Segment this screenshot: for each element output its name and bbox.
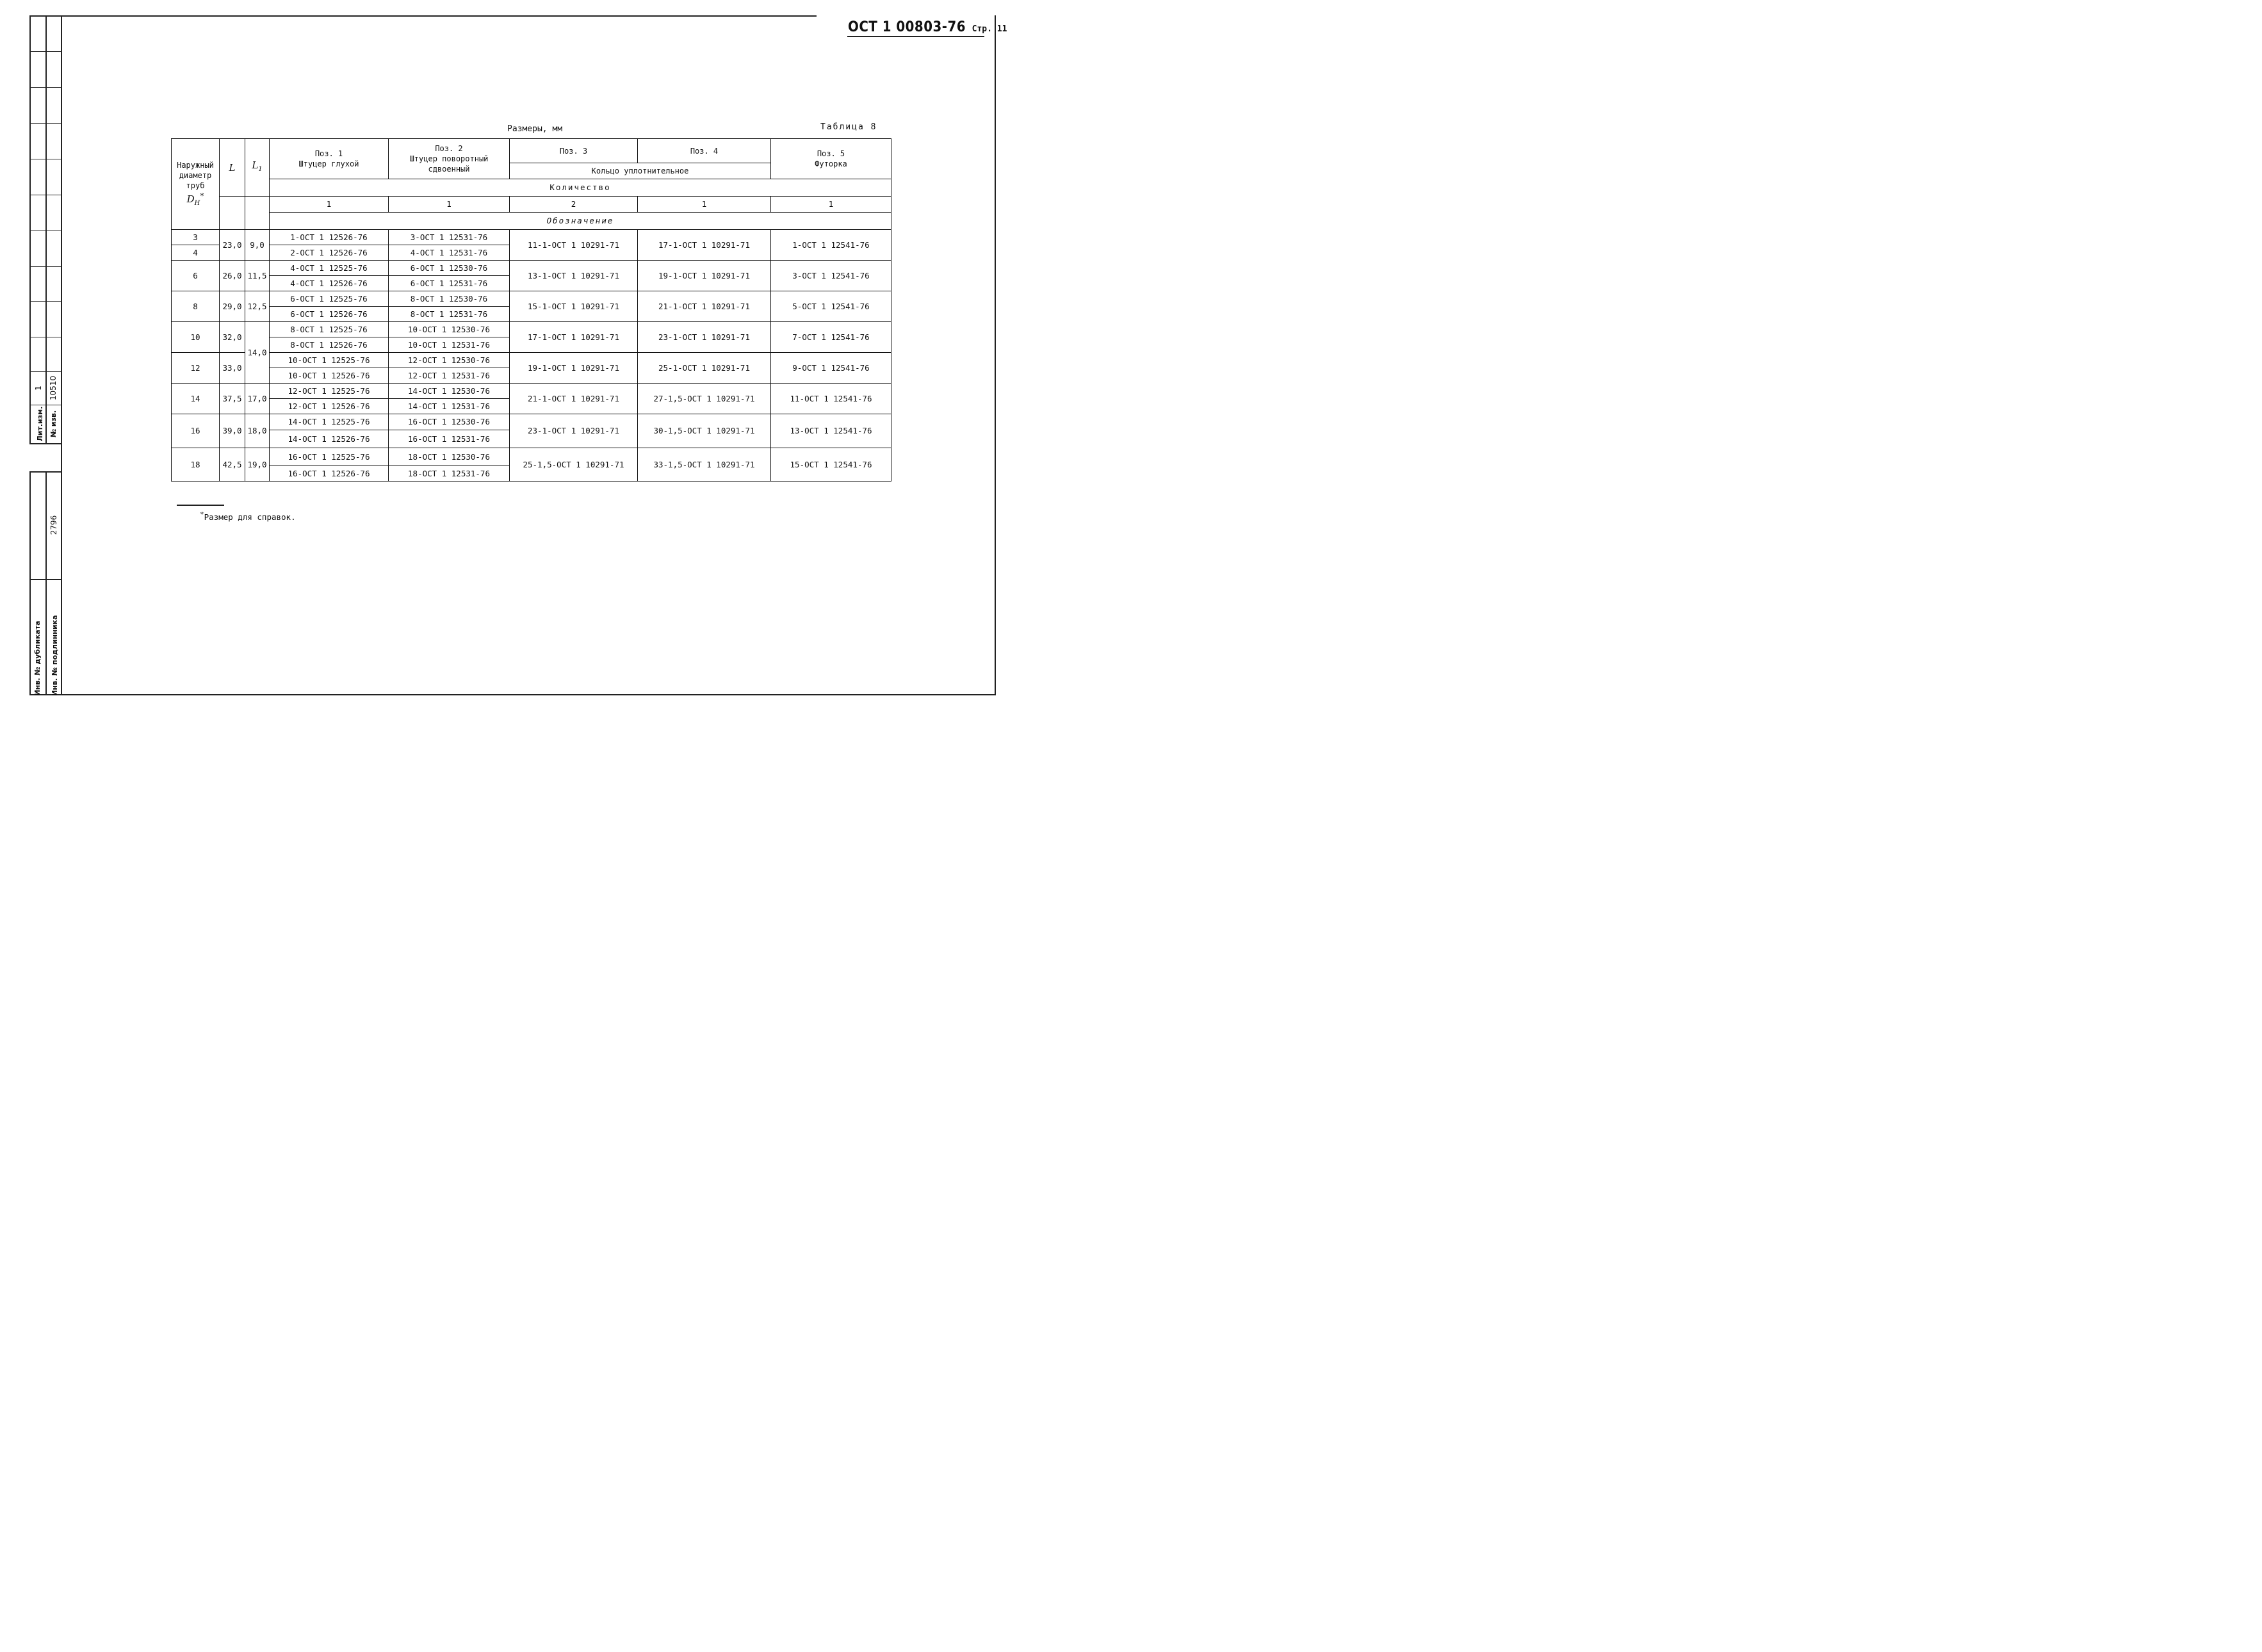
header-dn: Наружный диаметр труб $D_Н^*$ xyxy=(172,139,220,230)
stamp-lit-izm-label: Лит.изм. xyxy=(36,406,44,442)
cell-l: 32,0 xyxy=(220,322,245,353)
frame-right-line xyxy=(995,15,996,695)
cell-pos5: 11-ОСТ 1 12541-76 xyxy=(771,384,891,414)
cell-pos4: 17-1-ОСТ 1 10291-71 xyxy=(638,230,771,261)
frame-left-line xyxy=(61,17,62,695)
cell-l1: 17,0 xyxy=(245,384,270,414)
cell-dn: 6 xyxy=(172,261,220,291)
header-underline xyxy=(847,36,984,37)
footnote-text: Размер для справок. xyxy=(204,512,296,522)
cell-pos5: 3-ОСТ 1 12541-76 xyxy=(771,261,891,291)
cell-pos1: 8-ОСТ 1 12525-76 xyxy=(270,322,389,337)
cell-pos1: 4-ОСТ 1 12526-76 xyxy=(270,276,389,291)
table-row xyxy=(172,414,891,430)
cell-l: 33,0 xyxy=(220,353,245,384)
table-row xyxy=(172,384,891,399)
cell-pos1: 16-ОСТ 1 12526-76 xyxy=(270,466,389,482)
spec-table xyxy=(171,138,891,482)
cell-dn: 8 xyxy=(172,291,220,322)
cell-pos1: 12-ОСТ 1 12526-76 xyxy=(270,399,389,414)
footnote-rule xyxy=(177,505,224,506)
frame-bottom-line xyxy=(29,694,996,695)
cell-pos1: 12-ОСТ 1 12525-76 xyxy=(270,384,389,399)
cell-pos5: 15-ОСТ 1 12541-76 xyxy=(771,448,891,482)
cell-pos1: 16-ОСТ 1 12525-76 xyxy=(270,448,389,466)
cell-dn: 4 xyxy=(172,245,220,261)
cell-pos2: 10-ОСТ 1 12530-76 xyxy=(389,322,510,337)
stamp-n-izv-label: № изв. xyxy=(49,410,58,438)
cell-l1: 12,5 xyxy=(245,291,270,322)
cell-pos2: 16-ОСТ 1 12530-76 xyxy=(389,414,510,430)
qty-pos5: 1 xyxy=(771,197,891,213)
cell-pos2: 6-ОСТ 1 12531-76 xyxy=(389,276,510,291)
header-row-designation xyxy=(172,213,891,230)
cell-pos3: 15-1-ОСТ 1 10291-71 xyxy=(510,291,638,322)
table-row xyxy=(172,322,891,337)
header-pos4: Поз. 4 xyxy=(638,139,771,163)
cell-pos2: 12-ОСТ 1 12530-76 xyxy=(389,353,510,368)
units-caption: Размеры, мм xyxy=(507,124,563,134)
cell-pos1: 1-ОСТ 1 12526-76 xyxy=(270,230,389,245)
frame-top-line xyxy=(62,15,817,17)
cell-dn: 14 xyxy=(172,384,220,414)
cell-pos1: 14-ОСТ 1 12526-76 xyxy=(270,430,389,448)
cell-pos5: 13-ОСТ 1 12541-76 xyxy=(771,414,891,448)
cell-pos3: 25-1,5-ОСТ 1 10291-71 xyxy=(510,448,638,482)
header-pos5: Поз. 5 Футорка xyxy=(771,139,891,179)
qty-pos4: 1 xyxy=(638,197,771,213)
cell-pos3: 23-1-ОСТ 1 10291-71 xyxy=(510,414,638,448)
header-row-pos xyxy=(172,139,891,163)
header-l: L xyxy=(220,139,245,197)
cell-pos2: 18-ОСТ 1 12531-76 xyxy=(389,466,510,482)
cell-dn: 3 xyxy=(172,230,220,245)
designation-label: Обозначение xyxy=(270,213,891,230)
stamp-n-izv-value: 10510 xyxy=(49,375,58,401)
cell-pos4: 21-1-ОСТ 1 10291-71 xyxy=(638,291,771,322)
cell-pos3: 13-1-ОСТ 1 10291-71 xyxy=(510,261,638,291)
header-pos1: Поз. 1 Штуцер глухой xyxy=(270,139,389,179)
cell-dn: 16 xyxy=(172,414,220,448)
cell-l: 39,0 xyxy=(220,414,245,448)
cell-l1: 19,0 xyxy=(245,448,270,482)
cell-pos5: 7-ОСТ 1 12541-76 xyxy=(771,322,891,353)
cell-pos5: 1-ОСТ 1 12541-76 xyxy=(771,230,891,261)
cell-pos2: 8-ОСТ 1 12531-76 xyxy=(389,307,510,322)
stamp-inv-podl-value: 2796 xyxy=(49,515,58,535)
cell-l1: 11,5 xyxy=(245,261,270,291)
page-number: Стр. 11 xyxy=(972,24,1007,34)
cell-pos2: 6-ОСТ 1 12530-76 xyxy=(389,261,510,276)
header-l1: $L_1$ xyxy=(245,139,270,197)
table-row xyxy=(172,353,891,368)
cell-l: 26,0 xyxy=(220,261,245,291)
cell-pos1: 4-ОСТ 1 12525-76 xyxy=(270,261,389,276)
cell-l1: 14,0 xyxy=(245,322,270,384)
cell-l1: 9,0 xyxy=(245,230,270,261)
cell-pos2: 14-ОСТ 1 12530-76 xyxy=(389,384,510,399)
cell-pos3: 21-1-ОСТ 1 10291-71 xyxy=(510,384,638,414)
header-pos34-name: Кольцо уплотнительное xyxy=(510,163,771,179)
cell-pos5: 9-ОСТ 1 12541-76 xyxy=(771,353,891,384)
doc-code: ОСТ 1 00803-76 xyxy=(848,19,966,35)
cell-pos2: 18-ОСТ 1 12530-76 xyxy=(389,448,510,466)
cell-pos1: 6-ОСТ 1 12525-76 xyxy=(270,291,389,307)
cell-pos4: 23-1-ОСТ 1 10291-71 xyxy=(638,322,771,353)
cell-pos1: 14-ОСТ 1 12525-76 xyxy=(270,414,389,430)
header-dn-symbol: D xyxy=(186,193,195,205)
cell-dn: 18 xyxy=(172,448,220,482)
cell-pos2: 14-ОСТ 1 12531-76 xyxy=(389,399,510,414)
cell-pos4: 25-1-ОСТ 1 10291-71 xyxy=(638,353,771,384)
cell-dn: 10 xyxy=(172,322,220,353)
header-row-qty-label xyxy=(172,179,891,197)
cell-pos2: 4-ОСТ 1 12531-76 xyxy=(389,245,510,261)
cell-pos1: 10-ОСТ 1 12525-76 xyxy=(270,353,389,368)
cell-pos4: 30-1,5-ОСТ 1 10291-71 xyxy=(638,414,771,448)
qty-pos1: 1 xyxy=(270,197,389,213)
cell-l1: 18,0 xyxy=(245,414,270,448)
stamp-inv-podl-label: Инв. № подлинника xyxy=(51,615,59,696)
stamp-lit-izm-value: 1 xyxy=(34,385,43,391)
table-row xyxy=(172,291,891,307)
doc-header xyxy=(848,19,1007,35)
cell-l: 37,5 xyxy=(220,384,245,414)
cell-pos1: 8-ОСТ 1 12526-76 xyxy=(270,337,389,353)
footnote-star: * xyxy=(200,510,204,519)
cell-l: 29,0 xyxy=(220,291,245,322)
cell-pos4: 33-1,5-ОСТ 1 10291-71 xyxy=(638,448,771,482)
header-pos2: Поз. 2 Штуцер поворотный сдвоенный xyxy=(389,139,510,179)
cell-pos4: 19-1-ОСТ 1 10291-71 xyxy=(638,261,771,291)
cell-pos2: 12-ОСТ 1 12531-76 xyxy=(389,368,510,384)
cell-pos1: 6-ОСТ 1 12526-76 xyxy=(270,307,389,322)
header-pos3: Поз. 3 xyxy=(510,139,638,163)
cell-pos4: 27-1,5-ОСТ 1 10291-71 xyxy=(638,384,771,414)
table-row xyxy=(172,261,891,276)
cell-pos2: 10-ОСТ 1 12531-76 xyxy=(389,337,510,353)
header-row-qty xyxy=(172,197,891,213)
cell-pos2: 8-ОСТ 1 12530-76 xyxy=(389,291,510,307)
table-row xyxy=(172,230,891,245)
cell-dn: 12 xyxy=(172,353,220,384)
cell-pos2: 16-ОСТ 1 12531-76 xyxy=(389,430,510,448)
qty-label: Количество xyxy=(270,179,891,197)
cell-pos5: 5-ОСТ 1 12541-76 xyxy=(771,291,891,322)
cell-pos3: 17-1-ОСТ 1 10291-71 xyxy=(510,322,638,353)
cell-l: 42,5 xyxy=(220,448,245,482)
cell-pos2: 3-ОСТ 1 12531-76 xyxy=(389,230,510,245)
footnote xyxy=(200,510,296,522)
cell-pos1: 2-ОСТ 1 12526-76 xyxy=(270,245,389,261)
cell-pos1: 10-ОСТ 1 12526-76 xyxy=(270,368,389,384)
cell-pos3: 19-1-ОСТ 1 10291-71 xyxy=(510,353,638,384)
stamp-inv-dubl-label: Инв. № дубликата xyxy=(33,620,42,696)
table-caption: Таблица 8 xyxy=(820,122,877,132)
cell-l: 23,0 xyxy=(220,230,245,261)
qty-pos2: 1 xyxy=(389,197,510,213)
qty-pos3: 2 xyxy=(510,197,638,213)
table-row xyxy=(172,448,891,466)
cell-pos3: 11-1-ОСТ 1 10291-71 xyxy=(510,230,638,261)
